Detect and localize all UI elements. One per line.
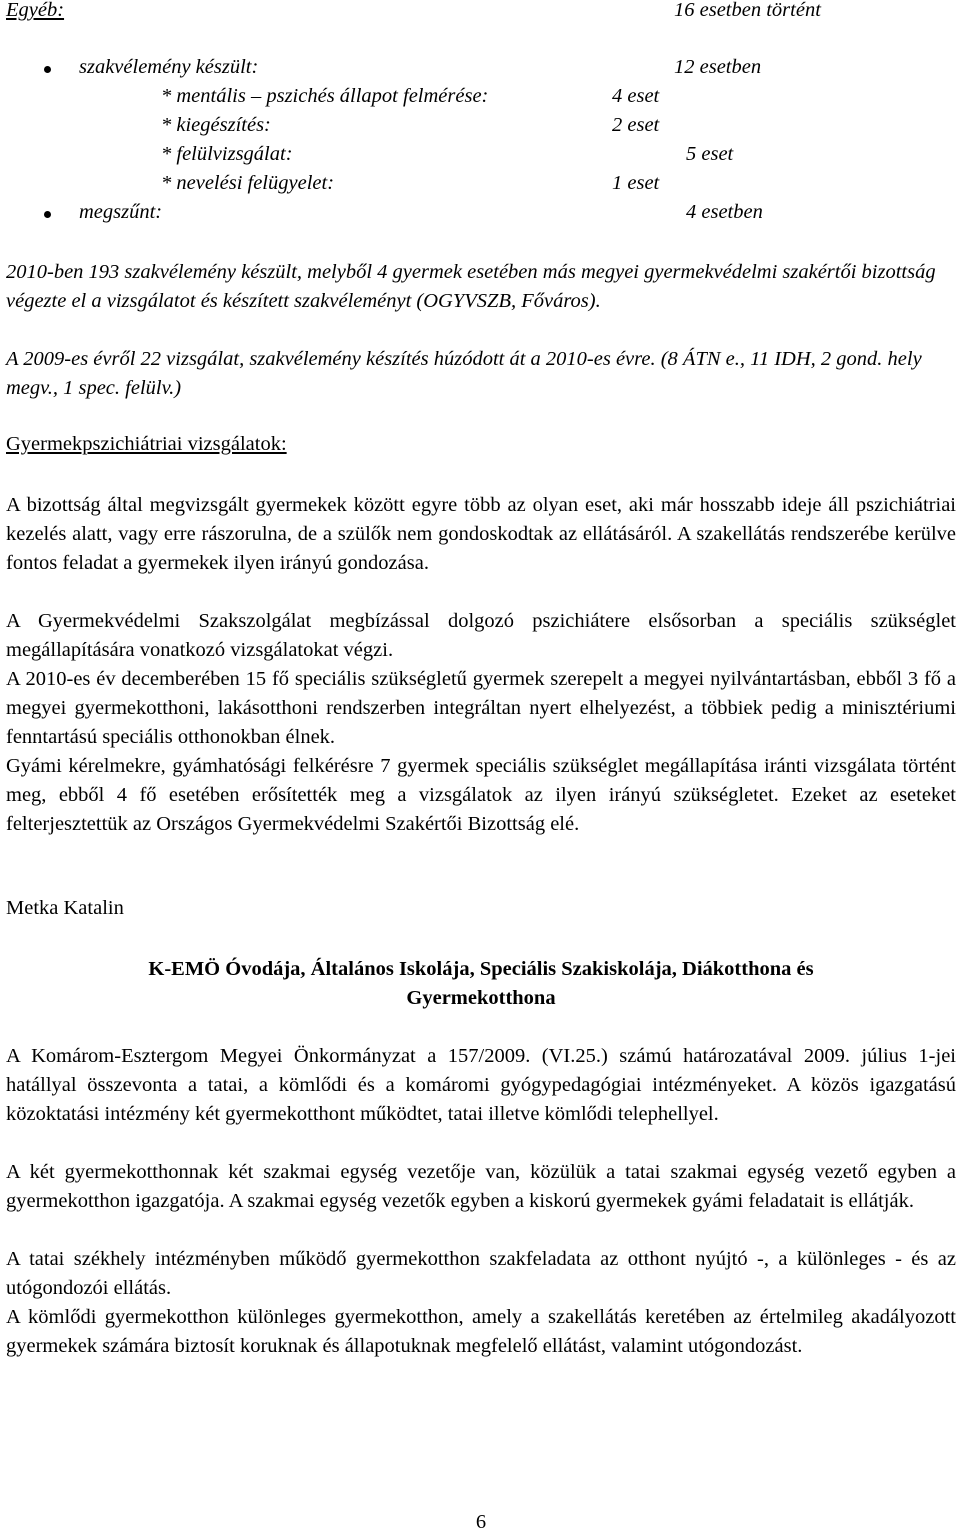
institution-paragraph: A Komárom-Esztergom Megyei Önkormányzat a 157/2009. (VI.25.) számú határozatával 2009. július 1-jei hatállyal összevonta a tatai, a kömlődi és a komáromi gyógypedagógiai intézményeket. A közös igazgatású közoktatási intézmény két gyermekotthont működtet, tatai illetve kömlődi telephellyel.: [6, 1045, 956, 1125]
stat-value: 12 esetben: [674, 56, 762, 78]
body-paragraph: A 2010-es év decemberében 15 fő speciális szükségletű gyermek szerepelt a megyei nyilvántartásban, ebből 3 fő a megyei gyermekotthoni, lakásotthoni rendszerben integráltan nyert elhelyezést, a többiek pedig a minisztériumi fenntartású speciális otthonokban élnek.: [6, 668, 956, 748]
stat-value: 5 eset: [686, 143, 734, 165]
document-page: [6, 0, 956, 1537]
stat-label: * mentális – pszichés állapot felmérése:: [161, 85, 489, 107]
section-heading: Gyermekpszichiátriai vizsgálatok:: [6, 433, 287, 455]
stat-label: * felülvizsgálat:: [161, 143, 293, 165]
stat-label: megszűnt:: [79, 201, 163, 223]
body-paragraph: A bizottság által megvizsgált gyermekek között egyre több az olyan eset, aki már hosszabb ideje áll pszichiátriai kezelés alatt, vagy erre rászorulna, de a szülők nem gondoskodtak az ellátásáról. A szakellátás rendszerébe kerülve fontos feladat a gyermekek ilyen irányú gondozása.: [6, 494, 956, 574]
header-summary: 16 esetben történt: [674, 0, 821, 21]
bullet-icon: [44, 211, 51, 218]
stat-value: 4 eset: [612, 85, 660, 107]
stat-label: * kiegészítés:: [161, 114, 271, 136]
summary-paragraph: 2010-ben 193 szakvélemény készült, melyből 4 gyermek esetében más megyei gyermekvédelmi szakértői bizottság végezte el a vizsgálatot és készített szakvéleményt (OGYVSZB, Főváros).: [6, 261, 936, 312]
carryover-paragraph: A 2009-es évről 22 vizsgálat, szakvélemény készítés húzódott át a 2010-es évre. (8 ÁTN e., 11 IDH, 2 gond. hely megv., 1 spec. felülv.): [6, 348, 922, 399]
bullet-icon: [44, 66, 51, 73]
header-label: Egyéb:: [6, 0, 65, 21]
body-paragraph: A Gyermekvédelmi Szakszolgálat megbízással dolgozó pszichiátere elsősorban a speciális szükséglet megállapítására vonatkozó vizsgálatokat végzi.: [6, 610, 956, 661]
stat-value: 1 eset: [612, 172, 660, 194]
institution-paragraph: A tatai székhely intézményben működő gyermekotthon szakfeladata az otthont nyújtó -, a különleges - és az utógondozói ellátás.: [6, 1248, 956, 1299]
stat-value: 4 esetben: [686, 201, 763, 223]
body-paragraph: Gyámi kérelmekre, gyámhatósági felkérésre 7 gyermek speciális szükséglet megállapítása iránti vizsgálata történt meg, ebből 4 fő esetében erősítették meg a vizsgálatok az ilyen irányú szükségletet. Ezeket az eseteket felterjesztettük az Országos Gyermekvédelmi Szakértői Bizottság elé.: [6, 755, 956, 835]
institution-title-line2: Gyermekotthona: [406, 987, 556, 1009]
stat-label: * nevelési felügyelet:: [161, 172, 335, 194]
stat-label: szakvélemény készült:: [79, 56, 259, 78]
stat-value: 2 eset: [612, 114, 660, 136]
institution-title: K-EMÖ Óvodája, Általános Iskolája, Speciális Szakiskolája, Diákotthona és: [148, 958, 814, 980]
institution-paragraph: A kömlődi gyermekotthon különleges gyermekotthon, amely a szakellátás keretében az értelmileg akadályozott gyermekek számára biztosít koruknak és állapotuknak megfelelő ellátást, valamint utógondozást.: [6, 1306, 956, 1357]
institution-paragraph: A két gyermekotthonnak két szakmai egység vezetője van, közülük a tatai szakmai egység vezető egyben a gyermekotthon igazgatója. A szakmai egység vezetők egyben a kiskorú gyermekek gyámi feladatait is ellátják.: [6, 1161, 956, 1212]
page-number: 6: [475, 1511, 487, 1533]
signature: Metka Katalin: [6, 897, 124, 919]
